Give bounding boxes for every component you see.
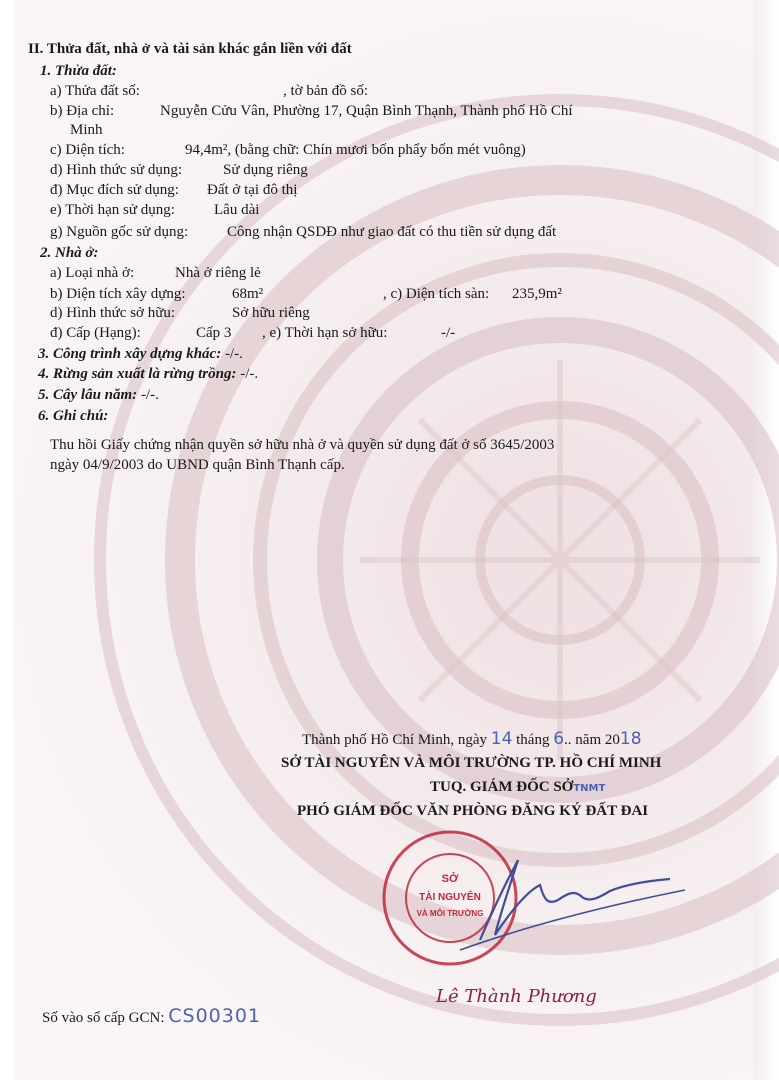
perennial-trees-row bbox=[38, 386, 159, 404]
grade-label: đ) Cấp (Hạng): bbox=[50, 325, 141, 341]
building-area-value: 68m² bbox=[232, 286, 264, 302]
land-area-value: 94,4m², (bằng chữ: Chín mươi bốn phẩy bốn mét vuông) bbox=[185, 142, 526, 158]
section-title: II. Thửa đất, nhà ở và tài sản khác gắn liền với đất bbox=[28, 41, 352, 57]
planted-forest-row bbox=[38, 365, 258, 383]
registry-number bbox=[42, 1007, 261, 1027]
house-type-value: Nhà ở riêng lẻ bbox=[175, 265, 261, 281]
usage-purpose-label: đ) Mục đích sử dụng: bbox=[50, 182, 179, 198]
address-value: Nguyễn Cửu Vân, Phường 17, Quận Bình Thạnh, Thành phố Hồ Chí bbox=[160, 103, 573, 119]
year-label: năm 20 bbox=[575, 732, 620, 748]
other-works-value: -/-. bbox=[224, 346, 243, 362]
usage-origin-label: g) Nguồn gốc sử dụng: bbox=[50, 224, 189, 240]
land-area-label: c) Diện tích: bbox=[50, 142, 125, 158]
tuq-handwritten: TNMT bbox=[573, 783, 606, 794]
notes-line-2: ngày 04/9/2003 do UBND quận Bình Thạnh cấp. bbox=[50, 457, 345, 473]
registry-value: CS00301 bbox=[168, 1005, 262, 1027]
ownership-term-label: , e) Thời hạn sở hữu: bbox=[262, 325, 388, 341]
issue-day: 14 bbox=[490, 729, 513, 749]
usage-form-value: Sử dụng riêng bbox=[223, 162, 308, 178]
signer-position: PHÓ GIÁM ĐỐC VĂN PHÒNG ĐĂNG KÝ ĐẤT ĐAI bbox=[297, 803, 649, 819]
address-value-cont: Minh bbox=[70, 122, 103, 138]
ownership-term-value: -/- bbox=[441, 325, 456, 341]
address-label: b) Địa chỉ: bbox=[50, 103, 115, 119]
usage-purpose-value: Đất ở tại đô thị bbox=[207, 182, 298, 198]
perennial-trees-value: -/-. bbox=[140, 387, 159, 403]
planted-forest-label: 4. Rừng sản xuất là rừng trồng: bbox=[38, 366, 237, 382]
house-type-label: a) Loại nhà ở: bbox=[50, 265, 135, 281]
usage-term-label: e) Thời hạn sử dụng: bbox=[50, 202, 175, 218]
usage-form-label: d) Hình thức sử dụng: bbox=[50, 162, 183, 178]
notes-line-1: Thu hồi Giấy chứng nhận quyền sở hữu nhà ở và quyền sử dụng đất ở số 3645/2003 bbox=[50, 437, 555, 453]
issue-month: 6 bbox=[553, 729, 565, 749]
notes-heading: 6. Ghi chú: bbox=[38, 408, 109, 424]
issue-date: Thành phố Hồ Chí Minh, ngày 14 tháng 6.. năm 2018 bbox=[302, 729, 642, 749]
land-heading: 1. Thửa đất: bbox=[40, 63, 117, 79]
tuq-label: TUQ. GIÁM ĐỐC SỞ bbox=[430, 779, 574, 795]
date-prefix: Thành phố Hồ Chí Minh, ngày bbox=[302, 732, 487, 748]
house-heading: 2. Nhà ở: bbox=[40, 245, 99, 261]
map-sheet-label: , tờ bản đồ số: bbox=[283, 83, 369, 99]
registry-label: Số vào sổ cấp GCN: bbox=[42, 1010, 165, 1026]
issuing-agency: SỞ TÀI NGUYÊN VÀ MÔI TRƯỜNG TP. HỒ CHÍ MINH bbox=[281, 755, 662, 771]
tuq-title bbox=[430, 778, 605, 798]
signature bbox=[440, 845, 690, 955]
planted-forest-value: -/-. bbox=[240, 366, 259, 382]
ownership-form-label: d) Hình thức sở hữu: bbox=[50, 305, 176, 321]
month-label: tháng bbox=[516, 732, 550, 748]
floor-area-value: 235,9m² bbox=[512, 286, 562, 302]
floor-area-label: , c) Diện tích sàn: bbox=[383, 286, 490, 302]
stamp-center-3: VÀ MÔI TRƯỜNG bbox=[416, 909, 484, 918]
parcel-number-label: a) Thửa đất số: bbox=[50, 83, 140, 99]
issue-year-suffix: 18 bbox=[619, 729, 642, 749]
usage-term-value: Lâu dài bbox=[214, 202, 260, 218]
ownership-form-value: Sở hữu riêng bbox=[232, 305, 310, 321]
other-works-row bbox=[38, 345, 243, 363]
signer-name: Lê Thành Phương bbox=[436, 986, 597, 1007]
stamp-center-2: TÀI NGUYÊN bbox=[419, 892, 481, 903]
building-area-label: b) Diện tích xây dựng: bbox=[50, 286, 186, 302]
grade-value: Cấp 3 bbox=[196, 325, 232, 341]
stamp-center-1: SỞ bbox=[441, 873, 459, 885]
other-works-label: 3. Công trình xây dựng khác: bbox=[38, 346, 222, 362]
usage-origin-value: Công nhận QSDĐ như giao đất có thu tiền sử dụng đất bbox=[227, 224, 557, 240]
perennial-trees-label: 5. Cây lâu năm: bbox=[38, 387, 138, 403]
